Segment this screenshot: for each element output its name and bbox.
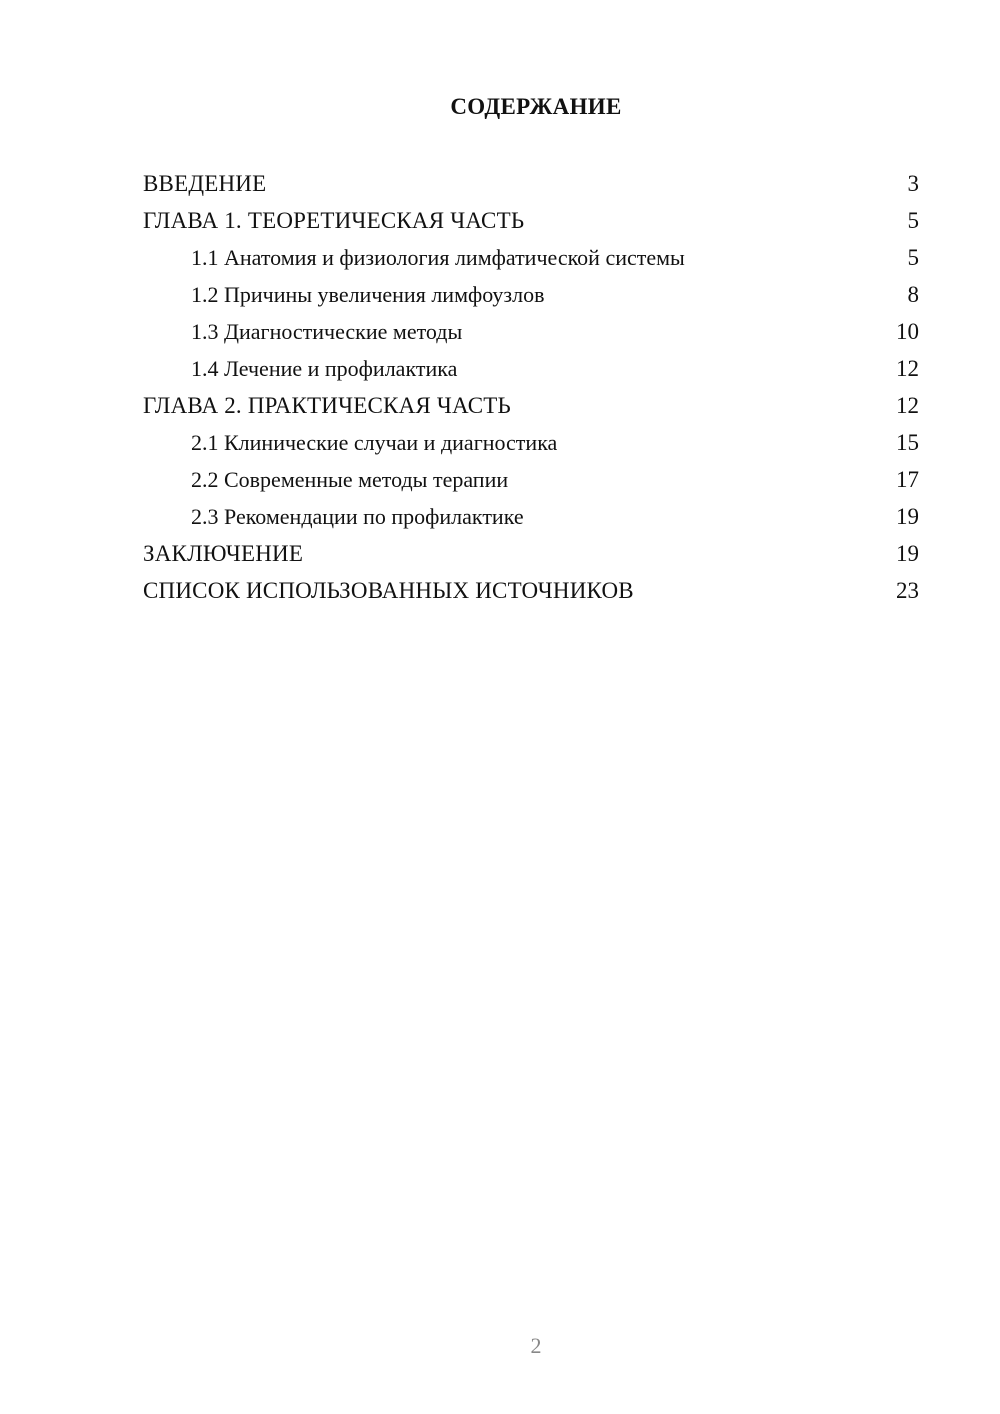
toc-subentry[interactable] bbox=[143, 498, 919, 535]
page-title: СОДЕРЖАНИЕ bbox=[450, 94, 622, 119]
toc-entry-page: 17 bbox=[896, 467, 919, 492]
toc-entry[interactable] bbox=[143, 387, 919, 424]
toc-entry-page: 10 bbox=[896, 319, 919, 344]
toc-entry[interactable] bbox=[143, 535, 919, 572]
toc-entry-label: СПИСОК ИСПОЛЬЗОВАННЫХ ИСТОЧНИКОВ bbox=[143, 578, 634, 603]
table-of-contents bbox=[143, 165, 919, 609]
toc-entry-page: 5 bbox=[907, 245, 919, 270]
toc-entry-page: 23 bbox=[896, 578, 919, 603]
toc-entry-page: 5 bbox=[907, 208, 919, 233]
toc-subentry[interactable] bbox=[143, 424, 919, 461]
toc-entry-page: 19 bbox=[896, 541, 919, 566]
toc-entry-page: 19 bbox=[896, 504, 919, 529]
toc-entry-page: 15 bbox=[896, 430, 919, 455]
toc-entry-label: 2.3 Рекомендации по профилактике bbox=[191, 504, 524, 529]
toc-entry-page: 8 bbox=[907, 282, 919, 307]
toc-entry-label: 2.1 Клинические случаи и диагностика bbox=[191, 430, 558, 455]
toc-subentry[interactable] bbox=[143, 461, 919, 498]
toc-entry-label: ЗАКЛЮЧЕНИЕ bbox=[143, 541, 304, 566]
toc-entry[interactable] bbox=[143, 165, 919, 202]
toc-entry-label: 1.1 Анатомия и физиология лимфатической системы bbox=[191, 245, 685, 270]
toc-entry-label: 1.2 Причины увеличения лимфоузлов bbox=[191, 282, 545, 307]
toc-entry-label: ГЛАВА 1. ТЕОРЕТИЧЕСКАЯ ЧАСТЬ bbox=[143, 208, 525, 233]
toc-entry-label: 1.3 Диагностические методы bbox=[191, 319, 463, 344]
toc-entry-page: 12 bbox=[896, 356, 919, 381]
toc-subentry[interactable] bbox=[143, 350, 919, 387]
toc-entry-label: 2.2 Современные методы терапии bbox=[191, 467, 509, 492]
toc-entry-page: 3 bbox=[907, 171, 919, 196]
toc-entry-label: ГЛАВА 2. ПРАКТИЧЕСКАЯ ЧАСТЬ bbox=[143, 393, 511, 418]
toc-entry[interactable] bbox=[143, 202, 919, 239]
toc-entry[interactable] bbox=[143, 572, 919, 609]
page-number: 2 bbox=[530, 1333, 542, 1358]
toc-entry-label: 1.4 Лечение и профилактика bbox=[191, 356, 458, 381]
toc-entry-page: 12 bbox=[896, 393, 919, 418]
toc-subentry[interactable] bbox=[143, 239, 919, 276]
toc-entry-label: ВВЕДЕНИЕ bbox=[143, 171, 267, 196]
toc-subentry[interactable] bbox=[143, 313, 919, 350]
toc-subentry[interactable] bbox=[143, 276, 919, 313]
